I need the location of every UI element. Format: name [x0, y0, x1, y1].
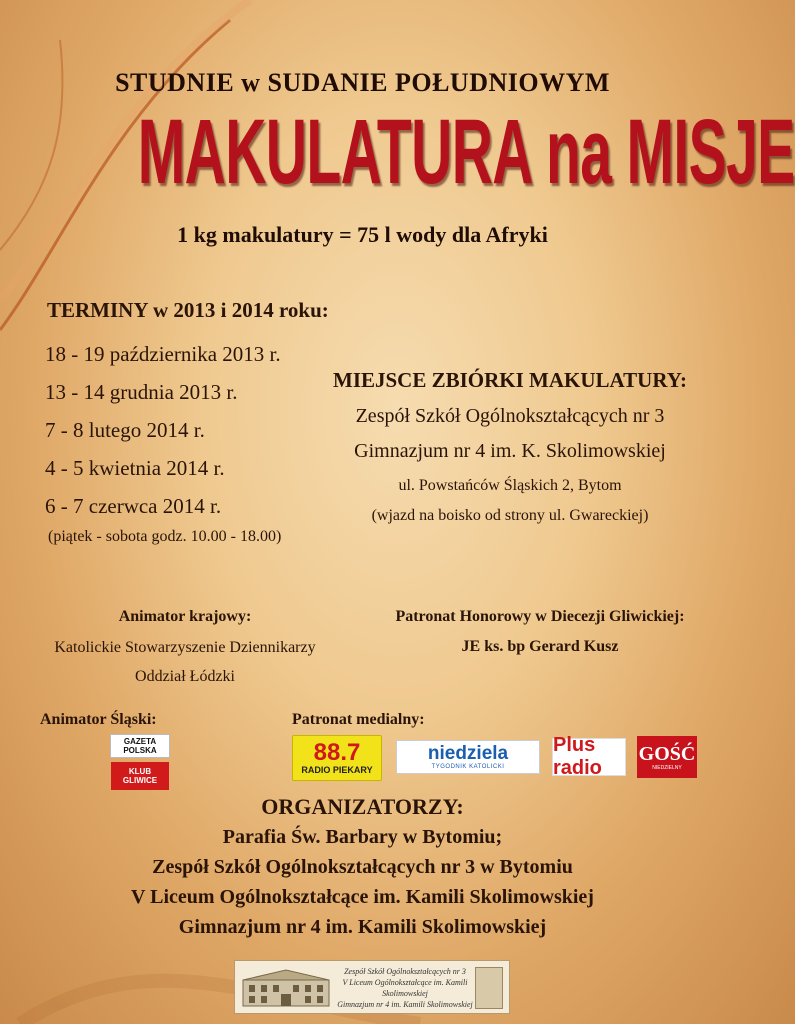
place-heading: MIEJSCE ZBIÓRKI MAKULATURY: [333, 368, 687, 392]
gazeta-polska-logo [110, 737, 170, 785]
exchange-ratio: 1 kg makulatury = 75 l wody dla Afryki [177, 222, 548, 247]
date-item: 6 - 7 czerwca 2014 r. [45, 494, 222, 518]
school-building-icon [241, 966, 331, 1008]
animator-silesia-label: Animator Śląski: [40, 711, 157, 728]
radio-name: RADIO PIEKARY [301, 765, 373, 775]
niedziela-name: niedziela [427, 743, 509, 764]
animator-national-branch: Oddział Łódzki [135, 668, 235, 685]
organizer-item: Zespół Szkół Ogólnokształcących nr 3 w Bytomiu [152, 856, 573, 878]
collection-hours: (piątek - sobota godz. 10.00 - 18.00) [48, 528, 282, 545]
school-banner [234, 960, 510, 1014]
radio-piekary-logo [292, 735, 382, 781]
animator-national-label: Animator krajowy: [118, 608, 252, 625]
place-school: Zespół Szkół Ogólnokształcących nr 3 [355, 405, 665, 427]
patron-portrait [475, 967, 503, 1009]
niedziela-logo [396, 740, 540, 774]
date-item: 18 - 19 października 2013 r. [45, 342, 281, 366]
organizer-item: Parafia Św. Barbary w Bytomiu; [222, 826, 503, 848]
radio-frequency: 88.7 [313, 739, 361, 766]
gosc-subtitle: NIEDZIELNY [652, 765, 682, 771]
patronage-honorary-label: Patronat Honorowy w Diecezji Gliwickiej: [395, 608, 685, 625]
plus-radio-name: Plus radio [553, 734, 602, 779]
patronage-honorary-name: JE ks. bp Gerard Kusz [461, 638, 619, 655]
date-item: 4 - 5 kwietnia 2014 r. [45, 456, 225, 480]
niedziela-subtitle: TYGODNIK KATOLICKI [431, 764, 505, 770]
date-item: 13 - 14 grudnia 2013 r. [45, 380, 238, 404]
place-gymnasium: Gimnazjum nr 4 im. K. Skolimowskiej [354, 440, 666, 462]
klub-gliwice-logo-text: KLUB GLIWICE [111, 762, 169, 790]
organizers-heading: ORGANIZATORZY: [261, 794, 464, 819]
animator-national-org: Katolickie Stowarzyszenie Dziennikarzy [54, 639, 316, 656]
school-banner-line: Zespół Szkół Ogólnokształcących nr 3 [344, 967, 466, 976]
poster-title: MAKULATURA na MISJE [137, 101, 795, 203]
school-banner-line: Gimnazjum nr 4 im. Kamili Skolimowskiej [337, 1000, 473, 1009]
date-item: 7 - 8 lutego 2014 r. [45, 418, 205, 442]
place-entry: (wjazd na boisko od strony ul. Gwareckiej) [371, 507, 649, 524]
media-patronage-label: Patronat medialny: [292, 711, 425, 728]
plus-radio-logo [552, 734, 626, 779]
school-banner-text [335, 966, 475, 1010]
terms-heading: TERMINY w 2013 i 2014 roku: [47, 298, 329, 322]
poster-subtitle: STUDNIE w SUDANIE POŁUDNIOWYM [115, 68, 610, 97]
organizer-item: V Liceum Ogólnokształcące im. Kamili Skolimowskiej [131, 886, 594, 908]
organizer-item: Gimnazjum nr 4 im. Kamili Skolimowskiej [178, 916, 547, 938]
gazeta-polska-logo-text: GAZETA POLSKA [110, 734, 170, 758]
place-address: ul. Powstańców Śląskich 2, Bytom [398, 477, 622, 494]
gosc-niedzielny-logo [637, 736, 697, 778]
gosc-name: GOŚĆ [638, 743, 696, 765]
school-banner-line: V Liceum Ogólnokształcące im. Kamili Skolimowskiej [342, 978, 468, 998]
